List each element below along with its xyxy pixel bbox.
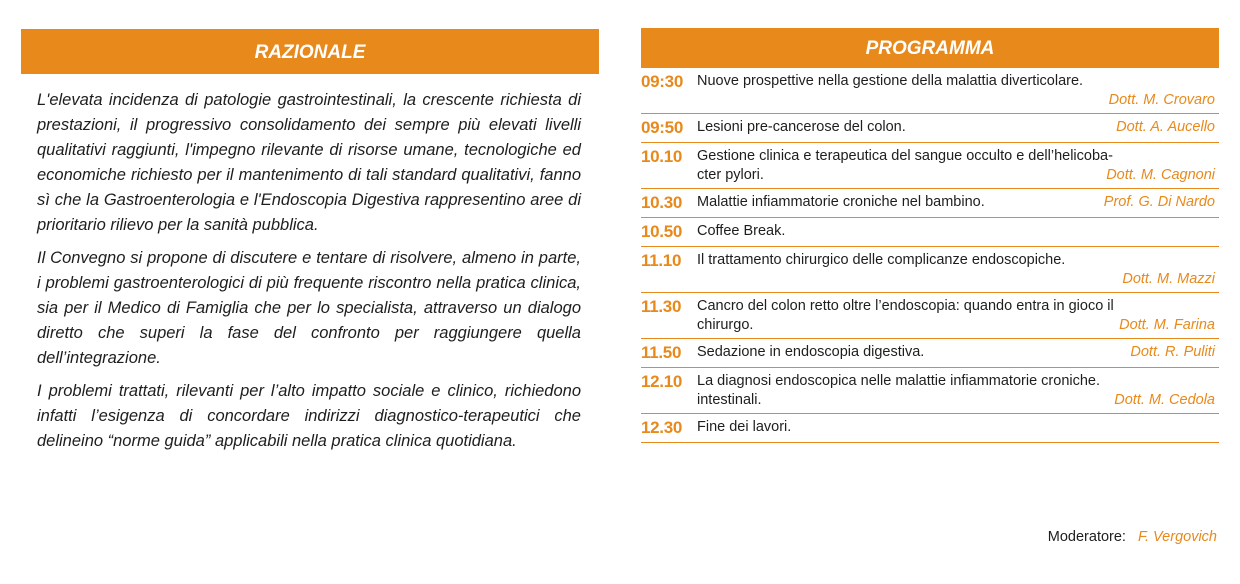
programma-title: PROGRAMMA: [641, 28, 1219, 68]
razionale-section: [21, 29, 599, 462]
moderator-name: F. Vergovich: [1138, 529, 1217, 545]
program-body: [697, 71, 1219, 110]
program-topic-continued: cter pylori.: [697, 167, 764, 183]
moderator: [1048, 529, 1217, 545]
program-time: 11.50: [641, 343, 682, 362]
program-time: 11.30: [641, 297, 682, 316]
moderator-label: Moderatore:: [1047, 529, 1126, 545]
program-body: [697, 221, 1219, 241]
program-list: [641, 68, 1219, 443]
program-topic: La diagnosi endoscopica nelle malattie infiammatorie croniche.: [697, 373, 1101, 389]
program-body: [697, 192, 1219, 212]
program-time: 12.10: [641, 372, 683, 391]
program-body: [697, 296, 1219, 335]
program-topic: Fine dei lavori.: [697, 419, 792, 435]
program-speaker: Prof. G. Di Nardo: [1103, 194, 1215, 210]
program-item: [641, 189, 1219, 218]
program-topic: Coffee Break.: [697, 223, 786, 239]
program-speaker: Dott. M. Farina: [1119, 317, 1215, 333]
program-time: 10.10: [641, 147, 683, 166]
program-item: [641, 293, 1219, 339]
program-body: [697, 417, 1219, 437]
program-topic-continued: chirurgo.: [697, 317, 754, 333]
program-item: [641, 247, 1219, 293]
program-item: [641, 414, 1219, 443]
program-time: 12.30: [641, 418, 683, 437]
program-body: [697, 342, 1219, 362]
program-speaker: Dott. M. Cedola: [1114, 392, 1215, 408]
program-topic: Nuove prospettive nella gestione della malattia diverticolare.: [697, 73, 1084, 89]
program-topic: Sedazione in endoscopia digestiva.: [697, 344, 925, 360]
program-item: [641, 218, 1219, 247]
program-speaker: Dott. M. Crovaro: [1108, 92, 1215, 108]
program-topic: Lesioni pre-cancerose del colon.: [697, 119, 906, 135]
razionale-paragraph: L'elevata incidenza di patologie gastrointestinali, la crescente richiesta di prestazioni, il progressivo consolidamento dei sempre più elevati livelli qualitativi raggiunti, l'impegno rilevante di risorse umane, tecnologiche ed economiche richiesto per il mantenimento di tali standard qualitativi, fanno sì che la Gastroenterologia e l'Endoscopia Digestiva rappresentino aree di prioritario rilievo per la sanità pubblica.: [37, 91, 581, 234]
program-item: [641, 114, 1219, 143]
program-body: [697, 250, 1219, 289]
program-topic: Gestione clinica e terapeutica del sangue occulto e dell’helicoba-: [697, 148, 1113, 164]
program-body: [697, 117, 1219, 137]
program-topic: Il trattamento chirurgico delle complicanze endoscopiche.: [697, 252, 1066, 268]
razionale-title: RAZIONALE: [21, 29, 599, 74]
program-time: 11.10: [641, 251, 682, 270]
program-time: 09:50: [641, 118, 683, 137]
program-topic: Malattie infiammatorie croniche nel bambino.: [697, 194, 985, 210]
razionale-text: [21, 74, 599, 454]
program-item: [641, 339, 1219, 368]
program-speaker: Dott. M. Mazzi: [1122, 271, 1215, 287]
program-time: 10.50: [641, 222, 683, 241]
program-body: [697, 146, 1219, 185]
razionale-paragraph: I problemi trattati, rilevanti per l’alto impatto sociale e clinico, richiedono infatti l’esigenza di concordare indirizzi diagnostico-terapeutici che delineino “norme guida” applicabili nella pratica clinica quotidiana.: [37, 382, 581, 450]
program-item: [641, 143, 1219, 189]
program-speaker: Dott. R. Puliti: [1130, 344, 1215, 360]
program-speaker: Dott. A. Aucello: [1116, 119, 1215, 135]
program-item: [641, 368, 1219, 414]
programma-section: [641, 28, 1219, 443]
program-topic: Cancro del colon retto oltre l’endoscopia: quando entra in gioco il: [697, 298, 1114, 314]
program-topic-continued: intestinali.: [697, 392, 762, 408]
program-time: 10.30: [641, 193, 683, 212]
program-body: [697, 371, 1219, 410]
program-item: [641, 68, 1219, 114]
program-speaker: Dott. M. Cagnoni: [1106, 167, 1215, 183]
razionale-paragraph: Il Convegno si propone di discutere e tentare di risolvere, almeno in parte, i problemi gastroenterologici di più frequente riscontro nella pratica clinica, sia per il Medico di Famiglia che per lo specialista, attraverso un dialogo diretto che superi la fase del confronto per raggiungere quella dell’integrazione.: [37, 249, 581, 367]
program-time: 09:30: [641, 72, 683, 91]
